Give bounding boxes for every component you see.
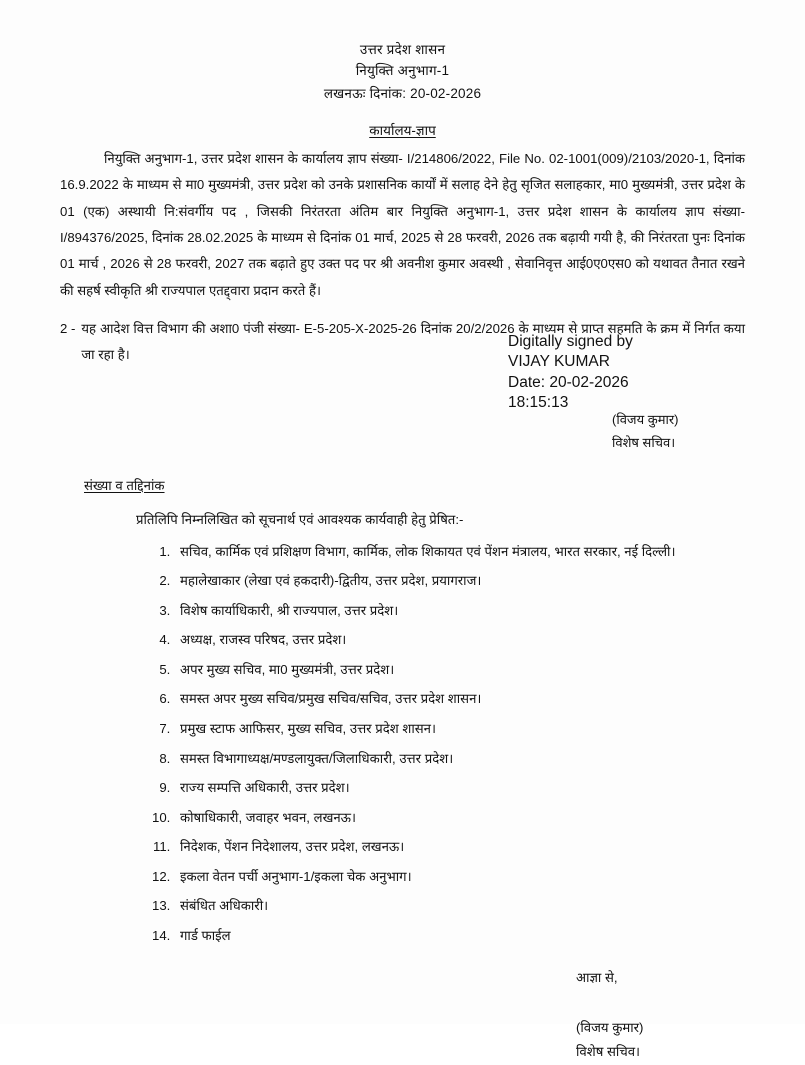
list-item: 3. विशेष कार्याधिकारी, श्री राज्यपाल, उत्तर प्रदेश। — [174, 601, 749, 621]
order-by-label: आज्ञा से, — [576, 970, 618, 986]
list-item: 7. प्रमुख स्टाफ आफिसर, मुख्य सचिव, उत्तर प्रदेश शासन। — [174, 719, 749, 739]
list-item: 13. संबंधित अधिकारी। — [174, 896, 749, 916]
list-item: 5. अपर मुख्य सचिव, मा0 मुख्यमंत्री, उत्तर प्रदेश। — [174, 660, 749, 680]
footer-signatory-name: (विजय कुमार) — [576, 1020, 644, 1036]
list-item: 11. निदेशक, पेंशन निदेशालय, उत्तर प्रदेश, लखनऊ। — [174, 837, 749, 857]
document-title: कार्यालय-ज्ञाप — [369, 122, 436, 138]
number-and-date-label: संख्या व तद्दिनांक — [84, 477, 165, 493]
digital-signature-block — [508, 332, 633, 414]
paragraph-one — [56, 146, 749, 304]
list-item: 12. इकला वेतन पर्ची अनुभाग-1/इकला चेक अनुभाग। — [174, 867, 749, 887]
list-item: 6. समस्त अपर मुख्य सचिव/प्रमुख सचिव/सचिव, उत्तर प्रदेश शासन। — [174, 689, 749, 709]
document-title-wrap — [56, 121, 749, 140]
list-item: 1. सचिव, कार्मिक एवं प्रशिक्षण विभाग, कार्मिक, लोक शिकायत एवं पेंशन मंत्रालय, भारत सरकार, नई दिल्ली। — [174, 542, 749, 562]
header-line-government: उत्तर प्रदेश शासन — [359, 42, 446, 57]
header-line-place-date: लखनऊः दिनांक: 20-02-2026 — [323, 85, 482, 101]
list-item: 4. अध्यक्ष, राजस्व परिषद, उत्तर प्रदेश। — [174, 630, 749, 650]
list-item: 8. समस्त विभागाध्यक्ष/मण्डलायुक्त/जिलाधिकारी, उत्तर प्रदेश। — [174, 749, 749, 769]
list-item: 2. महालेखाकार (लेखा एवं हकदारी)-द्वितीय, उत्तर प्रदेश, प्रयागराज। — [174, 571, 749, 591]
paragraph-one-text: नियुक्ति अनुभाग-1, उत्तर प्रदेश शासन के कार्यालय ज्ञाप संख्या- I/214806/2022, File No. 02-1001(009)/2103/2020-1, दिनांक 16.9.2022 के माध्यम से मा0 मुख्यमंत्री, उत्तर प्रदेश को उनके प्रशासनिक कार्यों में सलाह देने हेतु सृजित सलाहकार, मा0 मुख्यमंत्री, उत्तर प्रदेश के 01 (एक) अस्थायी नि:संवर्गीय पद , जिसकी निरंतरता अंतिम बार नियुक्ति अनुभाग-1, उत्तर प्रदेश शासन के कार्यालय ज्ञाप संख्या- I/894376/2025, दिनांक 28.02.2025 के माध्यम से दिनांक 01 मार्च, 2025 से 28 फरवरी, 2026 तक बढ़ायी गयी है, की निरंतरता पुनः दिनांक 01 मार्च , 2026 से 28 फरवरी, 2027 तक बढ़ाते हुए उक्त पद पर श्री अवनीश कुमार अवस्थी , सेवानिवृत्त आई0ए0एस0 को यथावत तैनात रखने की सहर्ष स्वीकृति श्री राज्यपाल एतद्द्वारा प्रदान करते हैं। — [60, 150, 745, 298]
footer-signatory-designation: विशेष सचिव। — [576, 1044, 641, 1060]
paragraph-two-text: यह आदेश वित्त विभाग की अशा0 पंजी संख्या- E-5-205-X-2025-26 दिनांक 20/2/2026 के माध्यम से प्राप्त सहमति के क्रम में निर्गत कया जा रहा है। — [81, 321, 745, 362]
recipients-list — [56, 542, 749, 946]
paragraph-two-number: 2 - — [60, 321, 76, 337]
digital-signature-signer-name: VIJAY KUMAR — [508, 353, 610, 371]
digital-signature-time: 18:15:13 — [508, 394, 569, 412]
copy-forwarded-line: प्रतिलिपि निम्नलिखित को सूचनार्थ एवं आवश्यक कार्यवाही हेतु प्रेषित:- — [136, 511, 464, 527]
document-header — [56, 40, 749, 105]
list-item: 14. गार्ड फाईल — [174, 926, 749, 946]
digital-signature-line-1: Digitally signed by — [508, 333, 633, 350]
list-item: 9. राज्य सम्पत्ति अधिकारी, उत्तर प्रदेश। — [174, 778, 749, 798]
paragraph-two — [56, 316, 749, 367]
digital-signature-date: Date: 20-02-2026 — [508, 373, 629, 391]
signatory-designation: विशेष सचिव। — [612, 435, 676, 451]
footer-signature-block — [56, 1016, 749, 1065]
list-item: 10. कोषाधिकारी, जवाहर भवन, लखनऊ। — [174, 808, 749, 828]
signatory-name: (विजय कुमार) — [612, 412, 679, 427]
header-line-section: नियुक्ति अनुभाग-1 — [355, 62, 450, 78]
signature-name-block — [612, 408, 679, 455]
